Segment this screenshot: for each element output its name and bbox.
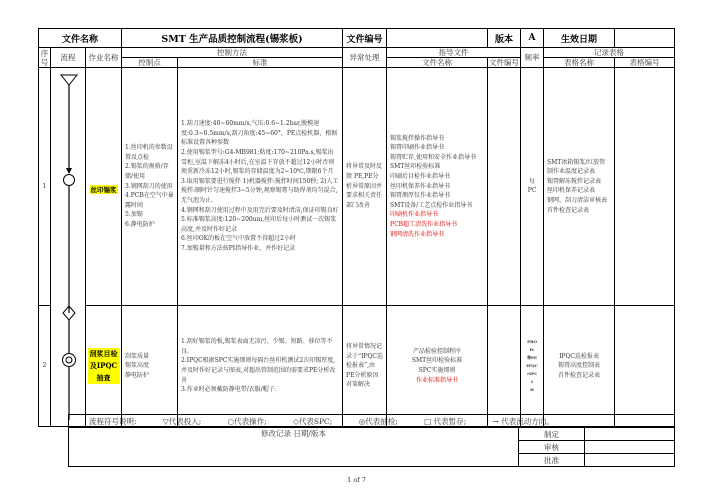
legend-flow: → 代表流动方向。 — [492, 416, 554, 426]
row1-exception: 将异常及时反馈 PE,PE分析异常原因并要求相关责任部门改善 — [343, 68, 387, 306]
row1-control-points: 1.丝印机的参数设置及点检 2.锡浆的规格/存储/使用 3.钢网刮刀的使用 4.PCB在空气中暴露时间 5.加锡 6.静电防护 — [122, 68, 178, 306]
legend-input: ▽代表投入; — [162, 416, 202, 426]
version-value: A — [521, 29, 544, 48]
row2-control-points: 刮浆质量 锡浆高度 静电防护 — [122, 305, 178, 426]
review-label: 审核 — [519, 441, 585, 454]
row2-standards: 1.刮好锡浆的板,锡浆表面无凉污、少锡、短路、移位等不良. 2.IPQC根据SPC实施细则每隔台丝印机测试2次印锡厚度,并及时作好记录与图表,对超出管制范围的需要求PE分析改善 3.作业时必须戴防静电带/衣服/帽子. — [178, 305, 343, 426]
version-label: 版本 — [488, 29, 521, 48]
doc-no-value — [387, 29, 488, 48]
row2-guide-no — [488, 305, 521, 426]
made-value — [585, 428, 675, 441]
col-control-method: 控制方法 — [122, 48, 343, 58]
col-record-name: 表格名称 — [544, 58, 615, 68]
effective-value — [615, 29, 675, 48]
input-triangle-icon — [61, 75, 77, 85]
legend-hold: □ 代表暂存; — [424, 416, 467, 426]
row2-task: 刮浆目检及IPQC抽查 — [86, 305, 122, 426]
row1-frequency: 每 PC — [521, 68, 544, 306]
column-header-row-1 — [39, 48, 675, 58]
main-table — [38, 28, 675, 427]
row2-record-no — [615, 305, 675, 426]
row2-frequency: PRO D: 每PE IPQC :SPC 1 H — [521, 305, 544, 426]
doc-title: SMT 生产品质控制流程(锡浆板) — [122, 29, 343, 48]
page-number: 1 of 7 — [347, 476, 366, 484]
row2-exception: 将异常情况记录于“IPQC巡检报表”,由PE分析原因对策解决 — [343, 305, 387, 426]
col-control-point: 控制点 — [122, 58, 178, 68]
made-label: 制定 — [519, 428, 585, 441]
approve-label: 批准 — [519, 454, 585, 467]
col-flow: 流程 — [51, 48, 86, 68]
row1-record-no — [615, 68, 675, 306]
operation-circle-icon — [64, 175, 75, 186]
flow-legend — [69, 415, 675, 428]
row2-records: IPQC巡检报表 锡膏高度控制表 首件检查记录表 — [544, 305, 615, 426]
row2-seq: 2 — [39, 305, 51, 426]
flow-diagram — [51, 68, 86, 427]
revision-record-label: 修改记录 日期/版本 — [69, 428, 519, 467]
col-exception: 异常处理 — [343, 48, 387, 68]
row1-standards: 1.刮刀速度:40~60mm/s,气压:0.6~1.2bar,脱模速度:0.3~0.5mm/s,刮刀角度:45~60°，PE点检机器，根据标准设置各种参数 2.使用锡浆型号:G4-MB981;粘度:170~210Pa.s,锡浆出雪柜,室温下解冻4小时后,在室温下存放不超过12小时否则须重新冷冻12小时,锡浆的存储温度为2~10℃,期限6个月 3.取用锡浆要进行搅拌 1)机器搅拌:搅拌时间150秒; 2)人工搅拌:顺时针匀速搅拌3~5分钟,观察锡膏与助焊剂均匀混合,无气泡为止. 4.钢网和刮刀使用过程中及用完后要及时清洁,保证印锡良好 5.标准锡浆高度:120~200um,丝印后每小时测试一次锡浆高度,并及时作好记录 6.丝印OK的板在空气中放置不得超过2小时 7.加锡量和方法按PI指导作业，并作好记录 — [178, 68, 343, 306]
review-value — [585, 441, 675, 454]
row1-seq: 1 — [39, 68, 51, 306]
col-seq: 序号 — [39, 48, 51, 68]
legend-spc: ◇代表SPC; — [293, 416, 333, 426]
col-standard: 标准 — [178, 58, 343, 68]
legend-sampling: ◎代表抽检; — [358, 416, 398, 426]
row2-guide-docs: 产品检验控制程序 SMT丝印检验标准 SPC实施细则 作业标准指导书 — [387, 305, 488, 426]
table-row — [39, 305, 675, 426]
approve-value — [585, 454, 675, 467]
row1-guide-docs: 锡浆搅拌操作指导书 锡膏印刷作业指导书 锡膏贮存,使用和安全作业指导书 SMT丝印检验标准 印刷后目检作业指导书 丝印机保养作业指导书 锡膏测厚仪作业指导书 SMT设备/工艺点检作业指导书 印刷机作业指导书 PCB超工清洗作业指导书 钢网清洗作业指导书 — [387, 68, 488, 306]
sampling-double-circle-icon — [63, 354, 76, 367]
effective-label: 生效日期 — [544, 29, 615, 48]
doc-name-label: 文件名称 — [39, 29, 122, 48]
col-frequency: 频率 — [521, 48, 544, 68]
row1-records: SMT冰箱锡浆/红胶管制作业温度记录表 锡膏解冻搅拌记录表 丝印机保养记录表 钢网、刮刀清洁审核表 首件检查记录表 — [544, 68, 615, 306]
col-records: 记录表格 — [544, 48, 675, 58]
col-task: 作业名称 — [86, 48, 122, 68]
header-row — [39, 29, 675, 48]
table-row — [39, 68, 675, 306]
col-guide-doc: 指导文件 — [387, 48, 521, 58]
legend-title: 流程符号说明: — [89, 416, 137, 426]
row1-task: 丝印锡浆 — [86, 68, 122, 306]
doc-no-label: 文件编号 — [343, 29, 387, 48]
col-guide-no: 文件编号 — [489, 58, 520, 67]
col-record-no: 表格编号 — [615, 58, 675, 68]
flow-chart-icon — [51, 68, 86, 426]
process-control-document — [38, 28, 674, 427]
col-guide-name: 文件名称 — [387, 58, 488, 68]
row1-guide-no — [488, 68, 521, 306]
footer-table — [68, 414, 675, 467]
legend-operation: ○代表操作; — [227, 416, 267, 426]
